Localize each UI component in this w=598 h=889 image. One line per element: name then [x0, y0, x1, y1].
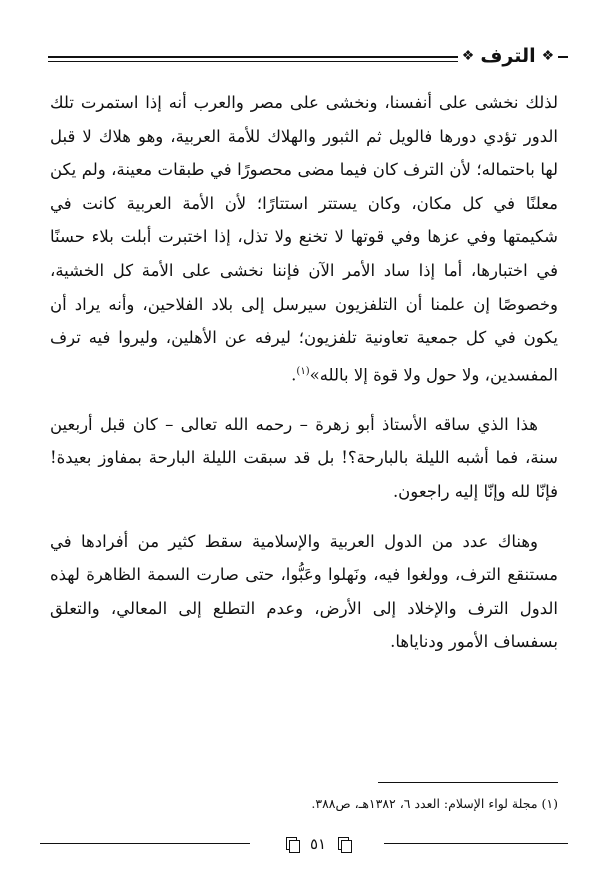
- paragraph-1-text: لذلك نخشى على أنفسنا، ونخشى على مصر والعرب أنه إذا استمرت تلك الدور تؤدي دورها فالويل ثم الثبور والهلاك للأمة العربية، وهو هلاك لا قبل لها باحتماله؛ لأن الترف كان فيما مضى محصورًا في طبقات معينة، ولم يكن معلنًا في كل مكان، وكان يستتر استتارًا؛ لأن الأمة العربية كانت في شكيمتها وفي عزها وفي قوتها لا تخنع ولا تذل، إذا اختبرت أبلت بلاء حسنًا في اختبارها، أما إذا ساد الأمر الآن فإننا نخشى على الأمة كل الخشية، وخصوصًا إن علمنا أن التلفزيون سيرسل إلى بلاد الفلاحين، وأنه يراد أن يكون في كل جمعية تعاونية تلفزيون؛ ليرفه عن الأهلين، وليروا فيه ترف المفسدين، ولا حول ولا قوة إلا بالله»: [50, 93, 558, 385]
- paragraph-3: وهناك عدد من الدول العربية والإسلامية سقط كثير من أفرادها في مستنقع الترف، وولغوا فيه، ونَهلوا وعَبُّوا، حتى صارت السمة الظاهرة لهذه الدول الترف والإخلاد إلى الأرض، وعدم التطلع إلى المعالي، والتعلق بسفساف الأمور ودناياها.: [50, 531, 558, 652]
- page-number-box: [258, 832, 378, 856]
- page-footer: [40, 832, 568, 856]
- page-icon: [338, 837, 350, 851]
- footer-rule-left: [40, 843, 250, 844]
- footnote-separator: [378, 782, 558, 783]
- page-header: [40, 36, 568, 76]
- paragraph-1: [50, 86, 558, 392]
- header-title-box: [458, 40, 558, 72]
- ornament-icon: ❖: [541, 48, 555, 64]
- header-rule: [48, 56, 458, 58]
- header-rule-end: [558, 56, 568, 58]
- paragraph-1-end: .: [291, 365, 297, 385]
- footnote-reference: (١): [296, 365, 310, 377]
- footer-rule-right: [384, 843, 568, 844]
- page-body: [50, 86, 558, 659]
- page-icon: [286, 837, 298, 851]
- header-title: الترف: [480, 45, 536, 67]
- page-number: ٥١: [309, 835, 327, 853]
- paragraph-2: هذا الذي ساقه الأستاذ أبو زهرة – رحمه الله تعالى – كان قبل أربعين سنة، فما أشبه الليلة بالبارحة؟! بل قد سبقت الليلة البارحة بمفاوز بعيدة! فإنّا لله وإنّا إليه راجعون.: [50, 414, 558, 502]
- ornament-icon: ❖: [461, 48, 475, 64]
- footnote: (١) مجلة لواء الإسلام: العدد ٦، ١٣٨٢هـ، ص٣٨٨.: [311, 796, 558, 811]
